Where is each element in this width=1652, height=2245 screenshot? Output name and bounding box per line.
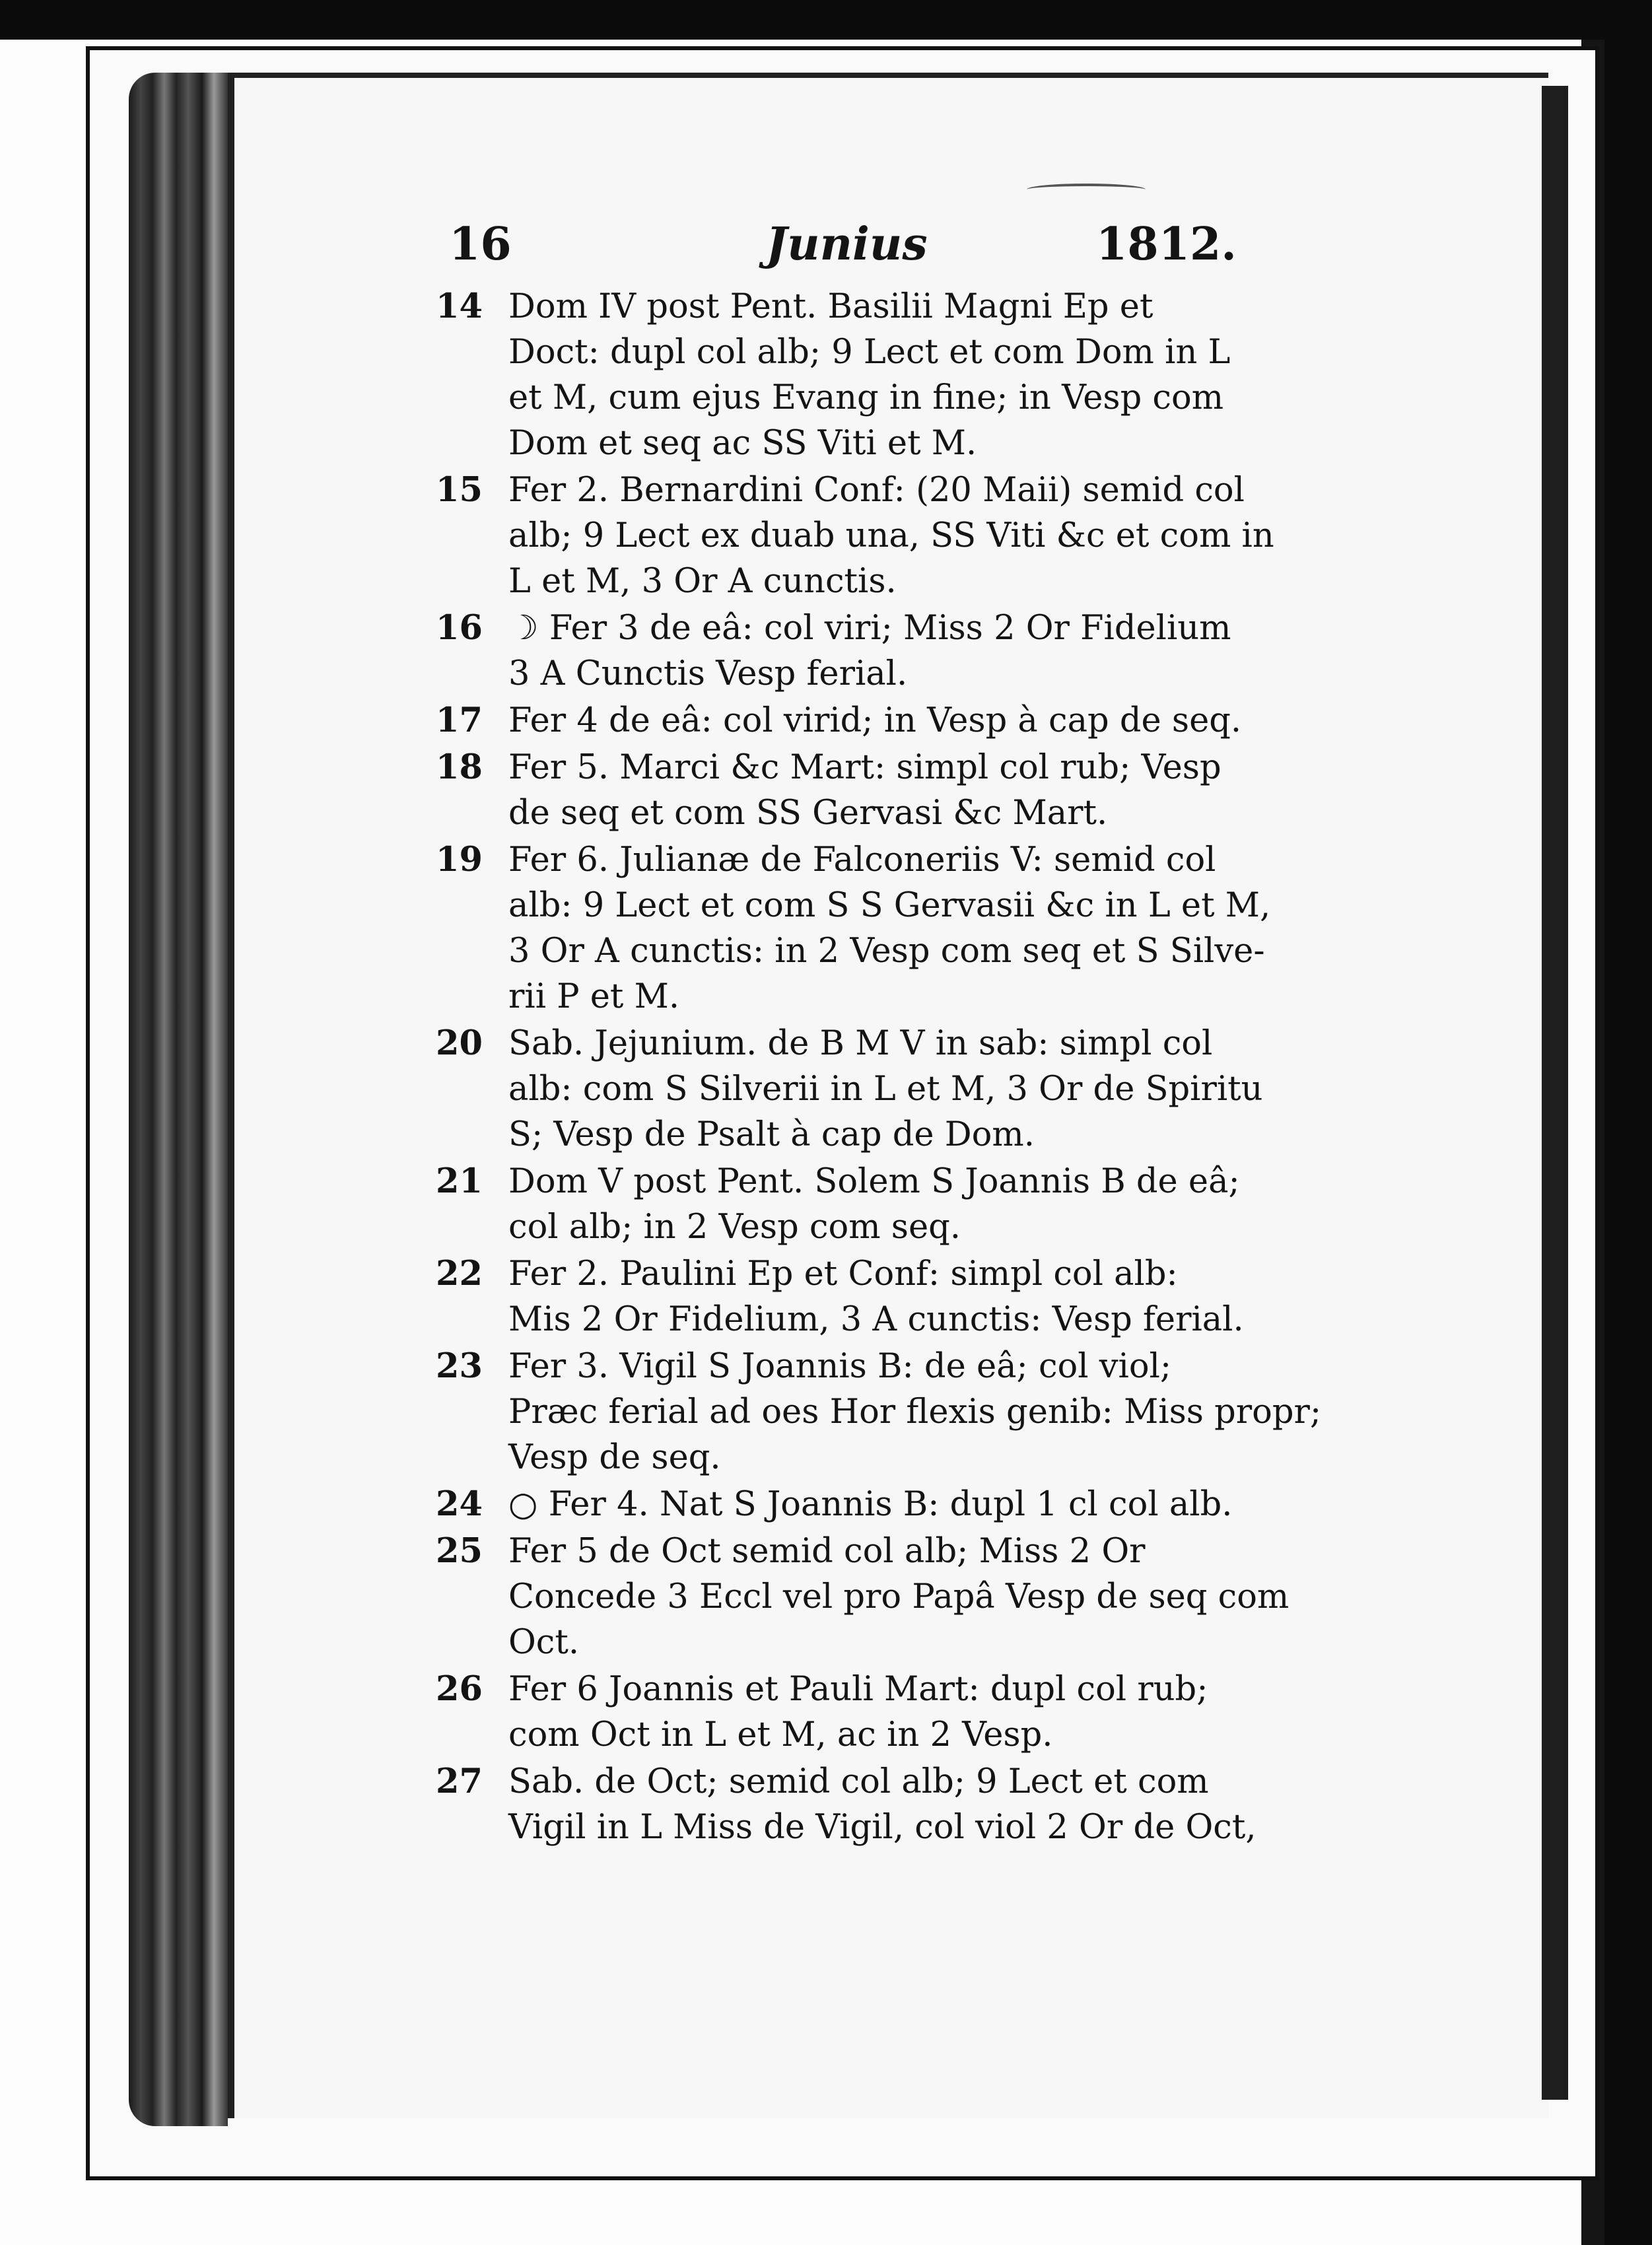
entry-line: col alb; in 2 Vesp com seq. <box>508 1208 961 1247</box>
entry-line: ☽ Fer 3 de eâ: col viri; Miss 2 Or Fidelium <box>508 609 1231 648</box>
calendar-entry <box>423 1021 1347 1157</box>
entry-line: Fer 6. Julianæ de Falconeriis V: semid col <box>508 841 1216 880</box>
entry-text <box>508 605 1347 697</box>
entry-line: Dom V post Pent. Solem S Joannis B de eâ; <box>508 1162 1240 1201</box>
entry-text <box>508 1159 1347 1250</box>
entry-line: Mis 2 Or Fidelium, 3 A cunctis: Vesp ferial. <box>508 1300 1244 1339</box>
day-number: 20 <box>436 1023 483 1063</box>
year-title: 1812. <box>1096 218 1237 271</box>
calendar-entry <box>423 1529 1347 1665</box>
entry-line: L et M, 3 Or A cunctis. <box>508 562 897 601</box>
entry-text <box>508 467 1347 604</box>
entry-text <box>508 1344 1347 1480</box>
day-number: 24 <box>436 1484 483 1524</box>
entry-line: Concede 3 Eccl vel pro Papâ Vesp de seq com <box>508 1577 1290 1616</box>
entry-text <box>508 745 1347 836</box>
entry-line: S; Vesp de Psalt à cap de Dom. <box>508 1115 1035 1154</box>
calendar-entry <box>423 1251 1347 1342</box>
day-number: 15 <box>436 470 483 510</box>
entry-text <box>508 284 1347 466</box>
calendar-entry <box>423 1759 1347 1850</box>
entry-text <box>508 1667 1347 1758</box>
entry-text <box>508 1759 1347 1850</box>
entry-line: Doct: dupl col alb; 9 Lect et com Dom in L <box>508 333 1231 372</box>
entry-line: de seq et com SS Gervasi &c Mart. <box>508 794 1108 833</box>
entry-line: Fer 5. Marci &c Mart: simpl col rub; Vesp <box>508 748 1222 787</box>
book-page-edges <box>129 73 228 2126</box>
entry-text <box>508 837 1347 1019</box>
calendar-entry <box>423 1482 1347 1527</box>
day-number: 17 <box>436 701 483 740</box>
day-number: 27 <box>436 1762 483 1801</box>
entry-line: et M, cum ejus Evang in fine; in Vesp com <box>508 378 1224 417</box>
day-number: 26 <box>436 1669 483 1709</box>
calendar-entry <box>423 467 1347 604</box>
calendar-entry <box>423 1667 1347 1758</box>
entry-line: Præc ferial ad oes Hor flexis genib: Miss propr; <box>508 1393 1322 1432</box>
calendar-entry <box>423 745 1347 836</box>
day-number: 19 <box>436 840 483 880</box>
entry-text <box>508 1021 1347 1157</box>
entry-line: Oct. <box>508 1623 580 1662</box>
scan-right-border <box>1604 0 1652 2245</box>
day-number: 25 <box>436 1531 483 1571</box>
page-fold-mark <box>1027 184 1146 195</box>
entry-text <box>508 1529 1347 1665</box>
scan-top-border <box>0 0 1652 40</box>
entry-line: Sab. Jejunium. de B M V in sab: simpl col <box>508 1024 1213 1063</box>
calendar-entry <box>423 698 1347 743</box>
page-header <box>423 211 1347 284</box>
entry-line: 3 A Cunctis Vesp ferial. <box>508 654 908 693</box>
entry-text <box>508 1482 1347 1527</box>
entry-line: alb: com S Silverii in L et M, 3 Or de Spiritu <box>508 1070 1263 1109</box>
day-number: 23 <box>436 1346 483 1386</box>
month-title: Junius <box>766 218 928 271</box>
entry-line: alb: 9 Lect et com S S Gervasii &c in L et M, <box>508 886 1271 925</box>
entry-line: Fer 2. Paulini Ep et Conf: simpl col alb: <box>508 1255 1178 1294</box>
entry-line: Fer 6 Joannis et Pauli Mart: dupl col rub; <box>508 1670 1208 1709</box>
calendar-entry <box>423 837 1347 1019</box>
calendar-entry <box>423 284 1347 466</box>
day-number: 14 <box>436 287 483 326</box>
entry-line: Vesp de seq. <box>508 1438 721 1477</box>
day-number: 21 <box>436 1161 483 1201</box>
entry-line: Dom et seq ac SS Viti et M. <box>508 424 977 463</box>
calendar-entry <box>423 1159 1347 1250</box>
entry-line: Vigil in L Miss de Vigil, col viol 2 Or de Oct, <box>508 1808 1256 1847</box>
entry-line: Fer 5 de Oct semid col alb; Miss 2 Or <box>508 1532 1146 1571</box>
entry-line: Dom IV post Pent. Basilii Magni Ep et <box>508 287 1153 326</box>
entry-line: alb; 9 Lect ex duab una, SS Viti &c et com in <box>508 516 1274 555</box>
facing-page-edge <box>1542 86 1568 2100</box>
calendar-entries <box>423 284 1347 1850</box>
day-number: 16 <box>436 608 483 648</box>
entry-text <box>508 1251 1347 1342</box>
entry-line: Fer 2. Bernardini Conf: (20 Maii) semid col <box>508 471 1245 510</box>
page-text <box>423 211 1347 1851</box>
entry-line: Fer 4 de eâ: col virid; in Vesp à cap de seq. <box>508 701 1242 740</box>
entry-line: Sab. de Oct; semid col alb; 9 Lect et com <box>508 1762 1209 1801</box>
entry-text <box>508 698 1347 743</box>
entry-line: rii P et M. <box>508 977 680 1016</box>
calendar-entry <box>423 1344 1347 1480</box>
page-number: 16 <box>449 218 512 271</box>
entry-line: 3 Or A cunctis: in 2 Vesp com seq et S Silve- <box>508 932 1265 971</box>
entry-line: ○ Fer 4. Nat S Joannis B: dupl 1 cl col alb. <box>508 1485 1233 1524</box>
day-number: 22 <box>436 1254 483 1294</box>
day-number: 18 <box>436 747 483 787</box>
entry-line: com Oct in L et M, ac in 2 Vesp. <box>508 1715 1053 1754</box>
calendar-entry <box>423 605 1347 697</box>
entry-line: Fer 3. Vigil S Joannis B: de eâ; col viol; <box>508 1347 1172 1386</box>
